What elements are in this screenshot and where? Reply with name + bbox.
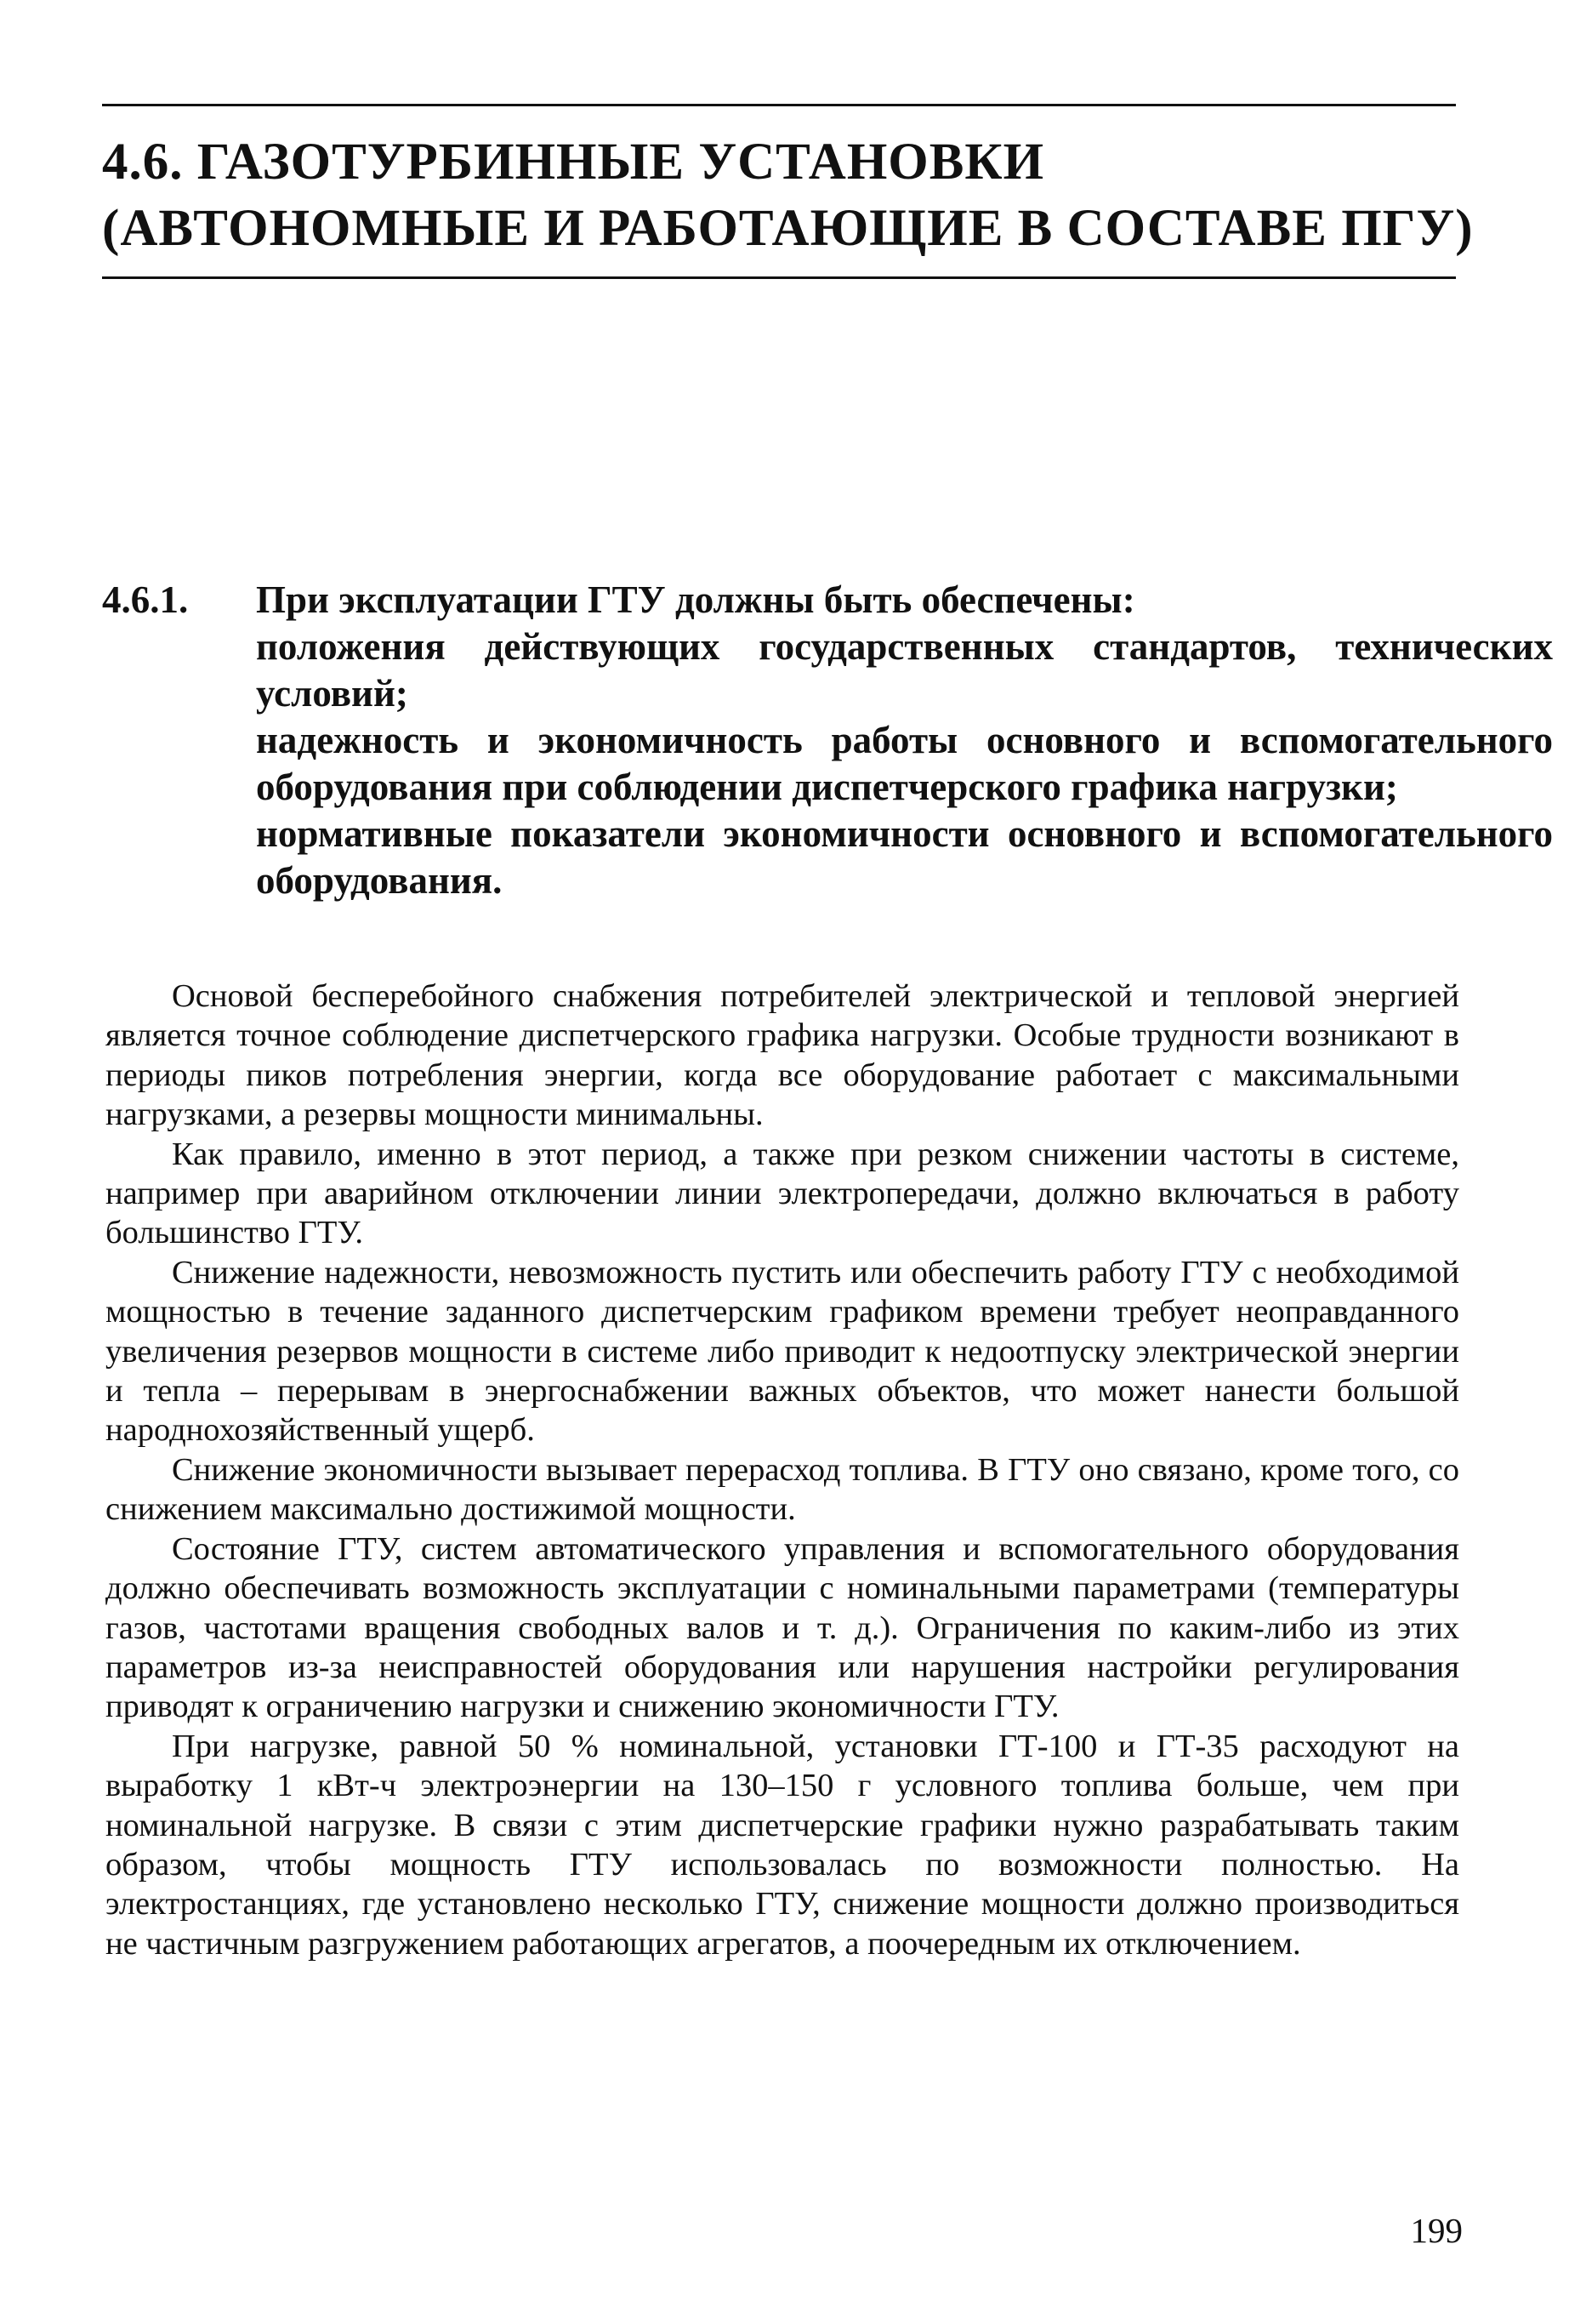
body-text [105,977,1459,1963]
paragraph: Снижение экономичности вызывает перерасход топлива. В ГТУ оно связано, кроме того, со снижением максимально достижимой мощности. [105,1451,1459,1528]
rule-items [256,577,1553,904]
section-title-line: (АВТОНОМНЫЕ И РАБОТАЮЩИЕ В СОСТАВЕ ПГУ) [102,200,1474,257]
rule-item: положения действующих государственных стандартов, технических условий; [256,625,1553,715]
section-title-line: 4.6. ГАЗОТУРБИННЫЕ УСТАНОВКИ [102,134,1045,191]
paragraph: Основой бесперебойного снабжения потребителей электрической и тепловой энергией является точное соблюдение диспетчерского графика нагрузки. Особые трудности возникают в периоды пиков потребления энергии, когда все оборудование работает с максимальными нагрузками, а резервы мощности минимальны. [105,978,1459,1133]
paragraph: При нагрузке, равной 50 % номинальной, установки ГТ-100 и ГТ-35 расходуют на выработку 1 кВт-ч электроэнергии на 130–150 г условного топлива больше, чем при номинальной нагрузке. В связи с этим диспетчерские графики нужно разрабатывать таким образом, чтобы мощность ГТУ использовалась по возможности полностью. На электростанциях, где установлено несколько ГТУ, снижение мощности должно производиться не частичным разгружением работающих агрегатов, а поочередным их отключением. [105,1728,1459,1962]
paragraph: Как правило, именно в этот период, а также при резком снижении частоты в системе, например при аварийном отключении линии электропередачи, должно включаться в работу большинство ГТУ. [105,1136,1459,1251]
section-title [102,129,1480,262]
paragraph: Снижение надежности, невозможность пустить или обеспечить работу ГТУ с необходимой мощностью в течение заданного диспетчерским графиком времени требует неоправданного увеличения резервов мощности в системе либо приводит к недоотпуску электрической энергии и тепла – перерывам в энергоснабжении важных объектов, что может нанести большой народнохозяйственный ущерб. [105,1254,1459,1449]
paragraph: Состояние ГТУ, систем автоматического управления и вспомогательного оборудования должно обеспечивать возможность эксплуатации с номинальными параметрами (температуры газов, частотами вращения свободных валов и т. д.). Ограничения по каким-либо из этих параметров из-за неисправностей оборудования или нарушения настройки регулирования приводят к ограничению нагрузки и снижению экономичности ГТУ. [105,1530,1459,1725]
page-number: 199 [1410,2211,1463,2250]
rule-number: 4.6.1. [102,578,189,621]
rule-item: надежность и экономичность работы основного и вспомогательного оборудования при соблюдении диспетчерского графика нагрузки; [256,719,1553,808]
rule-item: нормативные показатели экономичности основного и вспомогательного оборудования. [256,812,1553,902]
rule-item: При эксплуатации ГТУ должны быть обеспечены: [256,578,1135,621]
header-rule-top [102,104,1456,106]
header-rule-bottom [102,276,1456,279]
